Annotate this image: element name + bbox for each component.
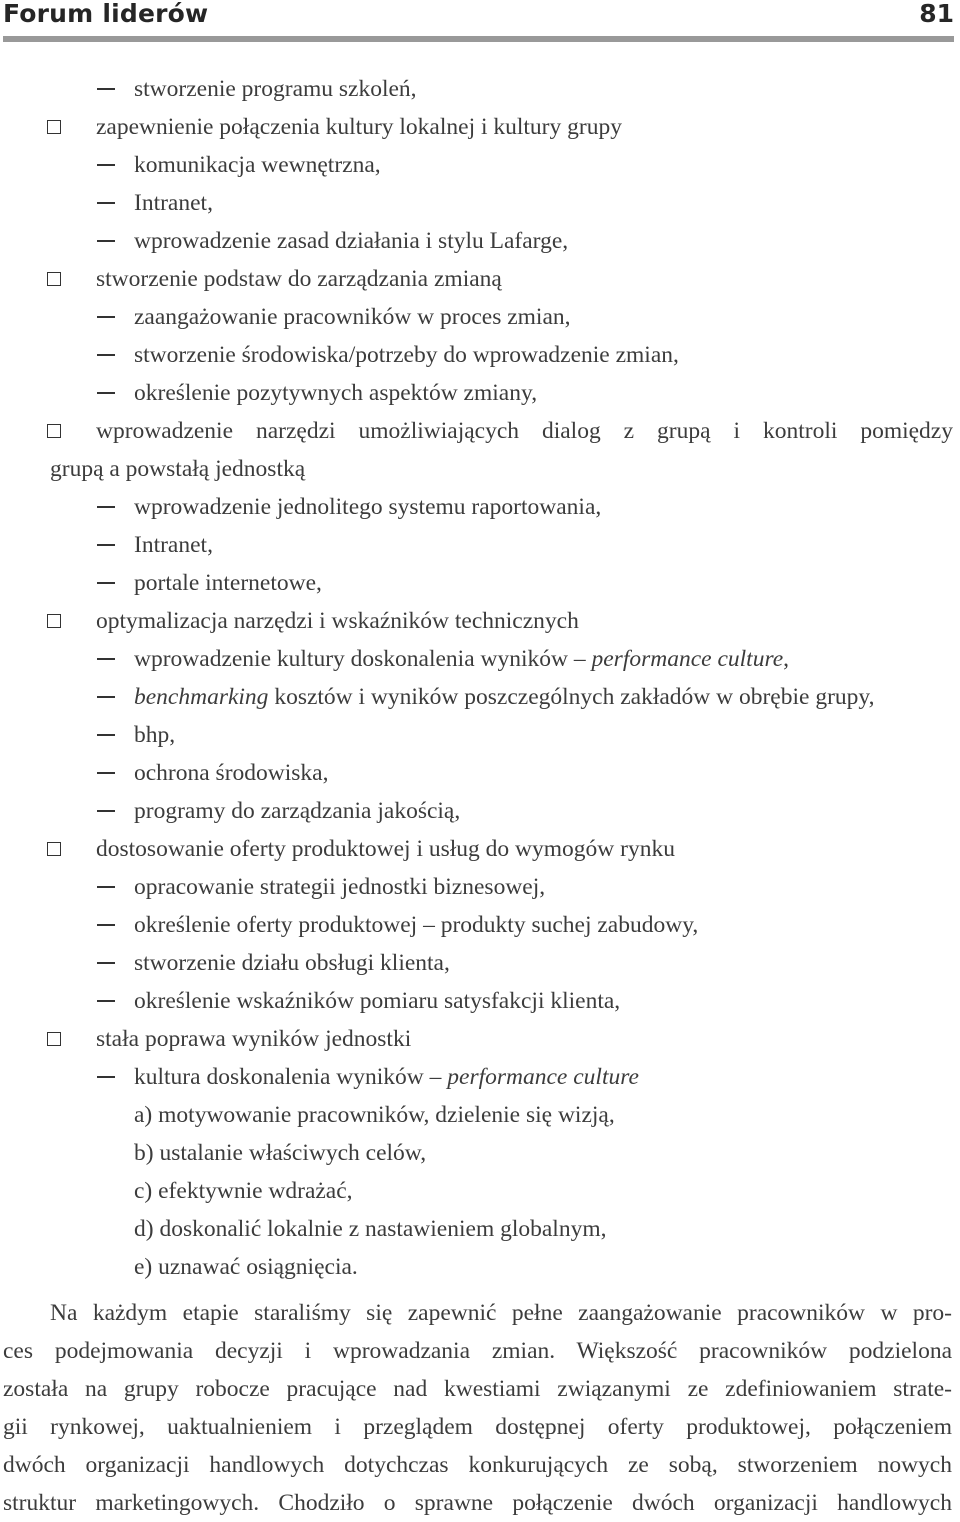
dash-bullet-icon	[97, 962, 115, 964]
list-item-sublettered	[0, 1096, 960, 1134]
dash-bullet-icon	[97, 1076, 115, 1078]
list-item-text: komunikacja wewnętrzna,	[134, 152, 381, 178]
square-bullet-icon	[47, 1032, 61, 1046]
list-item-level2	[0, 716, 960, 754]
list-item-level2	[0, 944, 960, 982]
list-item-level2	[0, 374, 960, 412]
dash-bullet-icon	[97, 810, 115, 812]
square-bullet-icon	[47, 842, 61, 856]
list-item-text: wprowadzenie zasad działania i stylu Lafarge,	[134, 228, 569, 254]
list-item-level2	[0, 336, 960, 374]
square-bullet-icon	[47, 272, 61, 286]
header-rule	[3, 36, 954, 42]
list-item-level2	[0, 906, 960, 944]
dash-bullet-icon	[97, 240, 115, 242]
paragraph-line-text: ces podejmowania decyzji i wprowadzania zmian. Większość pracowników podzielona	[3, 1338, 952, 1364]
dash-bullet-icon	[97, 582, 115, 584]
list-item-level2	[0, 678, 960, 716]
list-item-level2	[0, 754, 960, 792]
text-run: wprowadzenie kultury doskonalenia wyników –	[134, 646, 592, 672]
italic-term: benchmarking	[134, 684, 269, 710]
dash-bullet-icon	[97, 544, 115, 546]
paragraph-line-text: gii rynkowej, uaktualnieniem i przeglądem dostępnej oferty produktowej, połączeniem	[3, 1414, 952, 1440]
dash-bullet-icon	[97, 886, 115, 888]
list-item-level1	[0, 108, 960, 146]
list-item-text	[134, 640, 789, 678]
square-bullet-icon	[47, 120, 61, 134]
italic-term: performance culture	[447, 1064, 639, 1090]
list-item-text: ochrona środowiska,	[134, 760, 329, 786]
paragraph-line	[0, 1446, 960, 1484]
list-item-text: wprowadzenie narzędzi umożliwiających dialog z grupą i kontroli pomiędzy	[96, 418, 953, 444]
list-item-level1	[0, 830, 960, 868]
paragraph-line-text: dwóch organizacji handlowych dotychczas konkurujących ze sobą, stworzeniem nowych	[3, 1452, 952, 1478]
dash-bullet-icon	[97, 354, 115, 356]
list-item-level2	[0, 640, 960, 678]
dash-bullet-icon	[97, 164, 115, 166]
list-item-level1	[0, 602, 960, 640]
list-item-level2	[0, 184, 960, 222]
list-item-text: Intranet,	[134, 190, 213, 216]
dash-bullet-icon	[97, 202, 115, 204]
list-item-level2	[0, 564, 960, 602]
paragraph-line-text: została na grupy robocze pracujące nad kwestiami związanymi ze zdefiniowaniem strate-	[3, 1376, 952, 1402]
list-item-text: b) ustalanie właściwych celów,	[134, 1140, 427, 1166]
dash-bullet-icon	[97, 658, 115, 660]
square-bullet-icon	[47, 614, 61, 628]
list-item-text: wprowadzenie jednolitego systemu raportowania,	[134, 494, 602, 520]
list-item-text: programy do zarządzania jakością,	[134, 798, 461, 824]
dash-bullet-icon	[97, 772, 115, 774]
list-item-text: zaangażowanie pracowników w proces zmian,	[134, 304, 571, 330]
list-item-text: grupą a powstałą jednostką	[50, 456, 306, 482]
list-item-text: stworzenie podstaw do zarządzania zmianą	[96, 266, 502, 292]
dash-bullet-icon	[97, 924, 115, 926]
list-item-text	[134, 1058, 639, 1096]
list-item-text: c) efektywnie wdrażać,	[134, 1178, 353, 1204]
list-item-text: portale internetowe,	[134, 570, 322, 596]
list-item-text: określenie pozytywnych aspektów zmiany,	[134, 380, 538, 406]
bullet-list	[0, 70, 960, 1286]
list-item-sublettered	[0, 1210, 960, 1248]
list-item-level2	[0, 488, 960, 526]
list-item-text: stała poprawa wyników jednostki	[96, 1026, 412, 1052]
dash-bullet-icon	[97, 506, 115, 508]
paragraph-line	[0, 1370, 960, 1408]
list-item-level2	[0, 868, 960, 906]
list-item-text: Intranet,	[134, 532, 213, 558]
page-number: 81	[919, 0, 954, 28]
list-item-text: określenie oferty produktowej – produkty suchej zabudowy,	[134, 912, 699, 938]
list-item-text: bhp,	[134, 722, 176, 748]
text-run: ,	[783, 646, 790, 672]
list-item-level2	[0, 298, 960, 336]
list-item-text: dostosowanie oferty produktowej i usług do wymogów rynku	[96, 836, 675, 862]
list-item-level2	[0, 222, 960, 260]
list-item-text: stworzenie środowiska/potrzeby do wprowadzenie zmian,	[134, 342, 679, 368]
dash-bullet-icon	[97, 88, 115, 90]
list-item-level1	[0, 1020, 960, 1058]
list-item-sublettered	[0, 1172, 960, 1210]
list-item-level1	[0, 260, 960, 298]
running-title: Forum liderów	[3, 0, 209, 28]
list-item-level2	[0, 1058, 960, 1096]
list-item-text: e) uznawać osiągnięcia.	[134, 1254, 358, 1280]
list-item-level2	[0, 146, 960, 184]
list-item-text: stworzenie działu obsługi klienta,	[134, 950, 450, 976]
list-item-level2	[0, 70, 960, 108]
dash-bullet-icon	[97, 392, 115, 394]
list-item-sublettered	[0, 1134, 960, 1172]
list-item-text: określenie wskaźników pomiaru satysfakcji klienta,	[134, 988, 621, 1014]
list-item-continuation	[0, 450, 960, 488]
list-item-text: optymalizacja narzędzi i wskaźników technicznych	[96, 608, 579, 634]
page-header	[0, 0, 960, 44]
paragraph-line	[0, 1484, 960, 1522]
list-item-level2	[0, 982, 960, 1020]
list-item-text: a) motywowanie pracowników, dzielenie się wizją,	[134, 1102, 615, 1128]
paragraph-line-text: Na każdym etapie staraliśmy się zapewnić pełne zaangażowanie pracowników w pro-	[50, 1300, 952, 1326]
list-item-sublettered	[0, 1248, 960, 1286]
list-item-level2	[0, 792, 960, 830]
list-item-level1	[0, 412, 960, 450]
paragraph-line	[0, 1332, 960, 1370]
list-item-text	[134, 678, 875, 716]
paragraph-line	[0, 1294, 960, 1332]
square-bullet-icon	[47, 424, 61, 438]
paragraph-line-text: struktur marketingowych. Chodziło o sprawne połączenie dwóch organizacji handlowych	[3, 1490, 952, 1516]
list-item-text: opracowanie strategii jednostki biznesowej,	[134, 874, 546, 900]
list-item-text: stworzenie programu szkoleń,	[134, 76, 417, 102]
dash-bullet-icon	[97, 1000, 115, 1002]
list-item-level2	[0, 526, 960, 564]
body-paragraph	[0, 1294, 960, 1522]
paragraph-line	[0, 1408, 960, 1446]
text-run: kosztów i wyników poszczególnych zakładów w obrębie grupy,	[268, 684, 875, 710]
italic-term: performance culture	[591, 646, 784, 672]
dash-bullet-icon	[97, 696, 115, 698]
text-run: kultura doskonalenia wyników –	[134, 1064, 448, 1090]
dash-bullet-icon	[97, 734, 115, 736]
list-item-text: d) doskonalić lokalnie z nastawieniem globalnym,	[134, 1216, 607, 1242]
dash-bullet-icon	[97, 316, 115, 318]
list-item-text: zapewnienie połączenia kultury lokalnej i kultury grupy	[96, 114, 622, 140]
